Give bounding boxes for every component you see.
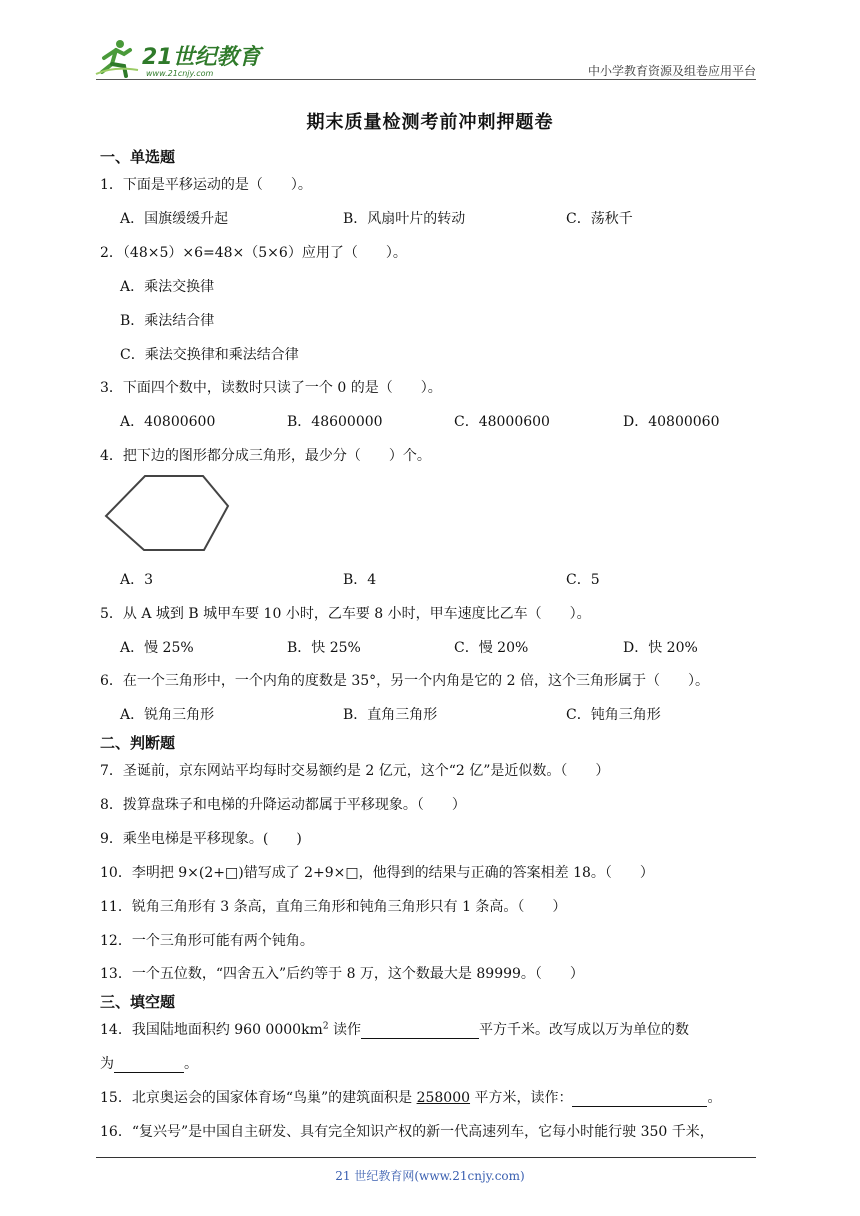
q3-option-d: D．40800060: [623, 414, 720, 430]
q15-blank[interactable]: [572, 1090, 707, 1107]
q3-option-c: C．48000600: [454, 414, 550, 430]
header-divider: [96, 79, 756, 80]
q6-option-b: B．直角三角形: [343, 707, 438, 723]
section-fill-blank: 三、填空题: [100, 993, 176, 1011]
question-11: 11．锐角三角形有 3 条高，直角三角形和钝角三角形只有 1 条高。（ ）: [100, 899, 567, 915]
q3-option-a: A．40800600: [120, 414, 216, 430]
q1-option-c: C．荡秋千: [566, 211, 633, 227]
q1-option-b: B．风扇叶片的转动: [343, 211, 466, 227]
question-8: 8．拨算盘珠子和电梯的升降运动都属于平移现象。（ ）: [100, 797, 466, 813]
q4-option-a: A．3: [120, 572, 154, 588]
q5-option-d: D．快 20%: [623, 640, 698, 656]
q15-text-1: 15．北京奥运会的国家体育场“鸟巢”的建筑面积是: [100, 1090, 417, 1106]
question-16: 16．“复兴号”是中国自主研发、具有完全知识产权的新一代高速列车，它每小时能行驶 350 千米，: [100, 1124, 714, 1140]
q14-blank-1[interactable]: [361, 1022, 479, 1039]
runner-icon: [96, 40, 138, 76]
section-single-choice: 一、单选题: [100, 148, 176, 166]
question-7: 7．圣诞前，京东网站平均每时交易额约是 2 亿元，这个“2 亿”是近似数。（ ）: [100, 763, 610, 779]
q14-superscript: 2: [322, 1021, 329, 1032]
question-14-line-2: [100, 1053, 198, 1073]
logo-url: www.21cnjy.com: [146, 69, 214, 78]
q15-text-3: 。: [707, 1090, 722, 1106]
platform-name: 中小学教育资源及组卷应用平台: [587, 64, 756, 78]
q14-text-1: 14．我国陆地面积约 960 0000km: [100, 1022, 323, 1038]
q14-text-5: 。: [184, 1056, 198, 1072]
page-title: 期末质量检测考前冲刺押题卷: [306, 112, 554, 133]
q4-option-c: C．5: [566, 572, 600, 588]
hexagon-figure: [100, 470, 235, 556]
site-logo: [94, 36, 264, 80]
q14-text-2: 读作: [328, 1022, 362, 1038]
q14-text-3: 平方千米。改写成以万为单位的数: [479, 1022, 690, 1038]
q6-option-c: C．钝角三角形: [566, 707, 661, 723]
q5-option-c: C．慢 20%: [454, 640, 529, 656]
question-12: 12．一个三角形可能有两个钝角。: [100, 933, 314, 949]
logo-text: 21世纪教育: [142, 45, 261, 70]
question-3: 3．下面四个数中，读数时只读了一个 0 的是（ ）。: [100, 380, 442, 396]
question-1: 1．下面是平移运动的是（ ）。: [100, 177, 312, 193]
question-9: 9．乘坐电梯是平移现象。( ): [100, 831, 302, 847]
question-13: 13．一个五位数，“四舍五入”后约等于 8 万，这个数最大是 89999。（ ）: [100, 966, 584, 982]
question-2: 2．（48×5）×6=48×（5×6）应用了（ ）。: [100, 245, 407, 261]
question-15: [100, 1087, 721, 1107]
footer-text[interactable]: 21 世纪教育网(www.21cnjy.com): [335, 1169, 525, 1183]
question-14: [100, 1019, 689, 1039]
q14-text-4: 为: [100, 1056, 114, 1072]
section-true-false: 二、判断题: [100, 734, 176, 752]
q5-option-b: B．快 25%: [287, 640, 361, 656]
q2-option-c: C．乘法交换律和乘法结合律: [120, 347, 299, 363]
question-4: 4．把下边的图形都分成三角形，最少分（ ）个。: [100, 448, 431, 464]
q5-option-a: A．慢 25%: [120, 640, 194, 656]
question-5: 5．从 A 城到 B 城甲车要 10 小时，乙车要 8 小时，甲车速度比乙车（ ）。: [100, 606, 591, 622]
question-6: 6．在一个三角形中，一个内角的度数是 35°，另一个内角是它的 2 倍，这个三角形属于（ ）。: [100, 673, 709, 689]
q15-text-2: 平方米，读作：: [470, 1090, 573, 1106]
q3-option-b: B．48600000: [287, 414, 383, 430]
q14-blank-2[interactable]: [114, 1056, 184, 1073]
question-10: 10．李明把 9×(2+□)错写成了 2+9×□，他得到的结果与正确的答案相差 18。（ ）: [100, 865, 654, 881]
footer-divider: [96, 1157, 756, 1158]
q1-option-a: A．国旗缓缓升起: [120, 211, 229, 227]
q2-option-a: A．乘法交换律: [120, 279, 215, 295]
q4-option-b: B．4: [343, 572, 377, 588]
q2-option-b: B．乘法结合律: [120, 313, 215, 329]
q15-number: 258000: [416, 1090, 471, 1106]
q6-option-a: A．锐角三角形: [120, 707, 215, 723]
